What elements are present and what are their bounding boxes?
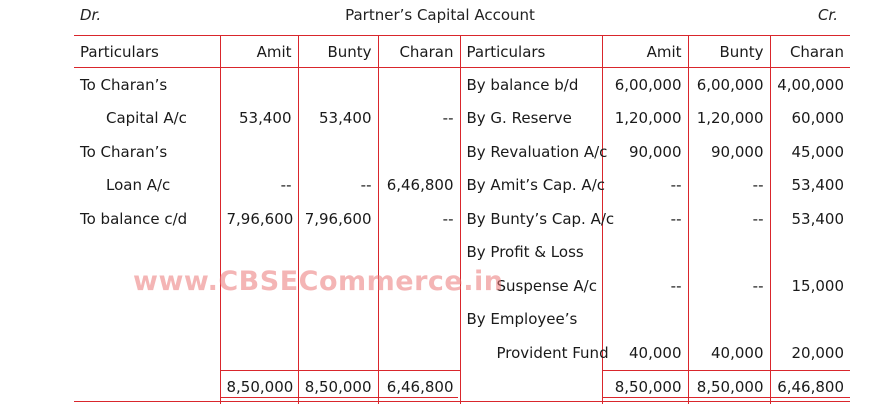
credit-particular: By G. Reserve xyxy=(460,102,602,136)
debit-amount-charan xyxy=(378,135,460,169)
debit-amount-charan: -- xyxy=(378,102,460,136)
credit-amount-amit: -- xyxy=(602,269,688,303)
credit-amount-amit: 40,000 xyxy=(602,336,688,370)
column-header: Amit xyxy=(220,36,298,68)
debit-amount-charan: -- xyxy=(378,202,460,236)
column-header: Charan xyxy=(378,36,460,68)
debit-particular xyxy=(74,236,220,270)
credit-amount-amit xyxy=(602,303,688,337)
table-bottom-rule xyxy=(74,401,850,402)
debit-amount-bunty xyxy=(298,236,378,270)
credit-amount-charan: 15,000 xyxy=(791,276,844,295)
right-total-underline xyxy=(602,397,850,398)
credit-amount-charan: 45,000 xyxy=(791,142,844,161)
credit-particular: By balance b/d xyxy=(460,68,602,102)
column-header: Bunty xyxy=(298,36,378,68)
column-header: Charan xyxy=(770,36,850,68)
credit-amount-charan: 53,400 xyxy=(791,209,844,228)
debit-amount-bunty xyxy=(298,336,378,370)
credit-amount-bunty xyxy=(688,236,770,270)
debit-amount-amit xyxy=(220,336,298,370)
table-row xyxy=(74,236,850,270)
debit-particular xyxy=(74,303,220,337)
debit-amount-charan xyxy=(378,68,460,102)
table-row xyxy=(74,169,850,203)
table-row xyxy=(74,68,850,102)
totals-row xyxy=(74,370,850,404)
credit-amount-charan: 20,000 xyxy=(791,343,844,362)
debit-amount-charan: 6,46,800 xyxy=(378,169,460,203)
table-header-row xyxy=(74,36,850,68)
credit-amount-bunty: 40,000 xyxy=(688,336,770,370)
credit-amount-charan xyxy=(770,303,850,337)
credit-amount-amit: 1,20,000 xyxy=(602,102,688,136)
debit-particular: Capital A/c xyxy=(74,102,220,136)
debit-particular: Loan A/c xyxy=(74,169,220,203)
credit-total-amit: 8,50,000 xyxy=(602,370,688,404)
debit-amount-amit: 53,400 xyxy=(220,102,298,136)
credit-amount-charan: 4,00,000 xyxy=(777,75,844,94)
column-header: Particulars xyxy=(460,36,602,68)
credit-amount-amit: 90,000 xyxy=(602,135,688,169)
credit-particular: By Amit’s Cap. A/c xyxy=(460,169,602,203)
capital-account-table xyxy=(74,35,850,404)
credit-amount-amit xyxy=(602,236,688,270)
debit-total-bunty: 8,50,000 xyxy=(298,370,378,404)
debit-amount-bunty: 53,400 xyxy=(298,102,378,136)
debit-amount-bunty xyxy=(298,303,378,337)
column-header: Particulars xyxy=(74,36,220,68)
credit-amount-bunty: -- xyxy=(688,269,770,303)
debit-particular xyxy=(74,336,220,370)
credit-particular: By Employee’s xyxy=(460,303,602,337)
left-total-underline xyxy=(220,397,458,398)
debit-particular: To Charan’s xyxy=(74,68,220,102)
debit-amount-bunty: 7,96,600 xyxy=(298,202,378,236)
credit-particular: By Bunty’s Cap. A/c xyxy=(460,202,602,236)
debit-amount-charan xyxy=(378,336,460,370)
credit-total-charan: 6,46,800 xyxy=(770,370,850,404)
debit-amount-charan xyxy=(378,236,460,270)
watermark: www.CBSECommerce.in xyxy=(133,266,504,297)
debit-total-label xyxy=(74,370,220,404)
page-title: Partner’s Capital Account xyxy=(345,6,535,24)
column-header: Bunty xyxy=(688,36,770,68)
cr-label: Cr. xyxy=(817,6,838,24)
debit-amount-amit: -- xyxy=(220,169,298,203)
credit-amount-bunty: -- xyxy=(688,169,770,203)
credit-particular: By Revaluation A/c xyxy=(460,135,602,169)
debit-amount-amit xyxy=(220,135,298,169)
credit-amount-bunty: 1,20,000 xyxy=(688,102,770,136)
debit-amount-bunty xyxy=(298,135,378,169)
debit-amount-bunty xyxy=(298,68,378,102)
debit-particular: To Charan’s xyxy=(74,135,220,169)
debit-amount-amit xyxy=(220,68,298,102)
credit-amount-bunty: 6,00,000 xyxy=(688,68,770,102)
table-row xyxy=(74,102,850,136)
credit-amount-charan xyxy=(770,236,850,270)
debit-amount-amit: 7,96,600 xyxy=(220,202,298,236)
credit-amount-amit: 6,00,000 xyxy=(602,68,688,102)
credit-amount-amit: -- xyxy=(602,169,688,203)
debit-total-amit: 8,50,000 xyxy=(220,370,298,404)
credit-particular: By Profit & Loss xyxy=(460,236,602,270)
debit-amount-bunty: -- xyxy=(298,169,378,203)
dr-label: Dr. xyxy=(80,6,102,24)
credit-amount-charan: 60,000 xyxy=(791,109,844,128)
credit-amount-bunty: -- xyxy=(688,202,770,236)
column-header: Amit xyxy=(602,36,688,68)
debit-amount-amit xyxy=(220,236,298,270)
credit-total-bunty: 8,50,000 xyxy=(688,370,770,404)
debit-amount-charan xyxy=(378,303,460,337)
credit-amount-charan: 53,400 xyxy=(791,176,844,195)
table-row xyxy=(74,202,850,236)
credit-amount-bunty xyxy=(688,303,770,337)
table-row xyxy=(74,135,850,169)
credit-particular: Provident Fund xyxy=(460,336,602,370)
credit-amount-bunty: 90,000 xyxy=(688,135,770,169)
credit-amount-amit: -- xyxy=(602,202,688,236)
credit-particular: Suspense A/c xyxy=(460,269,602,303)
table-row xyxy=(74,336,850,370)
table-row xyxy=(74,303,850,337)
credit-total-label xyxy=(460,370,602,404)
debit-total-charan: 6,46,800 xyxy=(378,370,460,404)
debit-particular: To balance c/d xyxy=(74,202,220,236)
debit-amount-amit xyxy=(220,303,298,337)
